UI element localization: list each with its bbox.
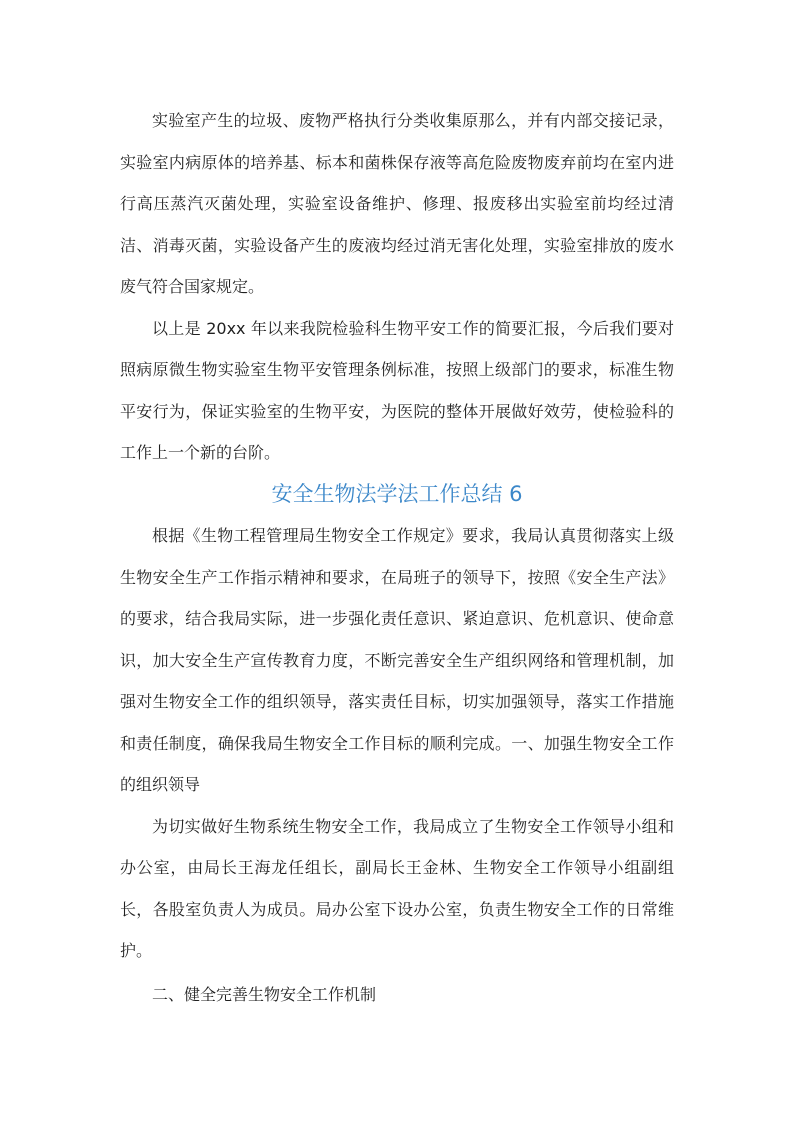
paragraph-summary-conclusion: 以上是 20xx 年以来我院检验科生物平安工作的简要汇报，今后我们要对照病原微生物实验室生物平安管理条例标准，按照上级部门的要求，标准生物平安行为，保证实验室的生物平安，为医院的整体开展做好效劳，使检验科的工作上一个新的台阶。 — [120, 318, 674, 462]
paragraph-organization: 为切实做好生物系统生物安全工作，我局成立了生物安全工作领导小组和办公室，由局长王海龙任组长，副局长王金林、生物安全工作领导小组副组长，各股室负责人为成员。局办公室下设办公室，负责生物安全工作的日常维护。 — [120, 816, 674, 960]
paragraph-introduction: 根据《生物工程管理局生物安全工作规定》要求，我局认真贯彻落实上级生物安全生产工作指示精神和要求，在局班子的领导下，按照《安全生产法》的要求，结合我局实际，进一步强化责任意识、紧迫意识、危机意识、使命意识，加大安全生产宣传教育力度，不断完善安全生产组织网络和管理机制，加强对生物安全工作的组织领导，落实责任目标，切实加强领导，落实工作措施和责任制度，确保我局生物安全工作目标的顺利完成。一、加强生物安全工作的组织领导 — [120, 526, 674, 794]
paragraph-waste-handling: 实验室产生的垃圾、废物严格执行分类收集原那么，并有内部交接记录，实验室内病原体的培养基、标本和菌株保存液等高危险废物废弃前均在室内进行高压蒸汽灭菌处理，实验室设备维护、修理、报废移出实验室前均经过清洁、消毒灭菌，实验设备产生的废液均经过消无害化处理，实验室排放的废水废气符合国家规定。 — [120, 111, 674, 296]
section-heading: 安全生物法学法工作总结 6 — [271, 481, 523, 506]
document-body — [120, 100, 674, 1015]
paragraph-subheading-mechanism: 二、健全完善生物安全工作机制 — [152, 984, 377, 1004]
